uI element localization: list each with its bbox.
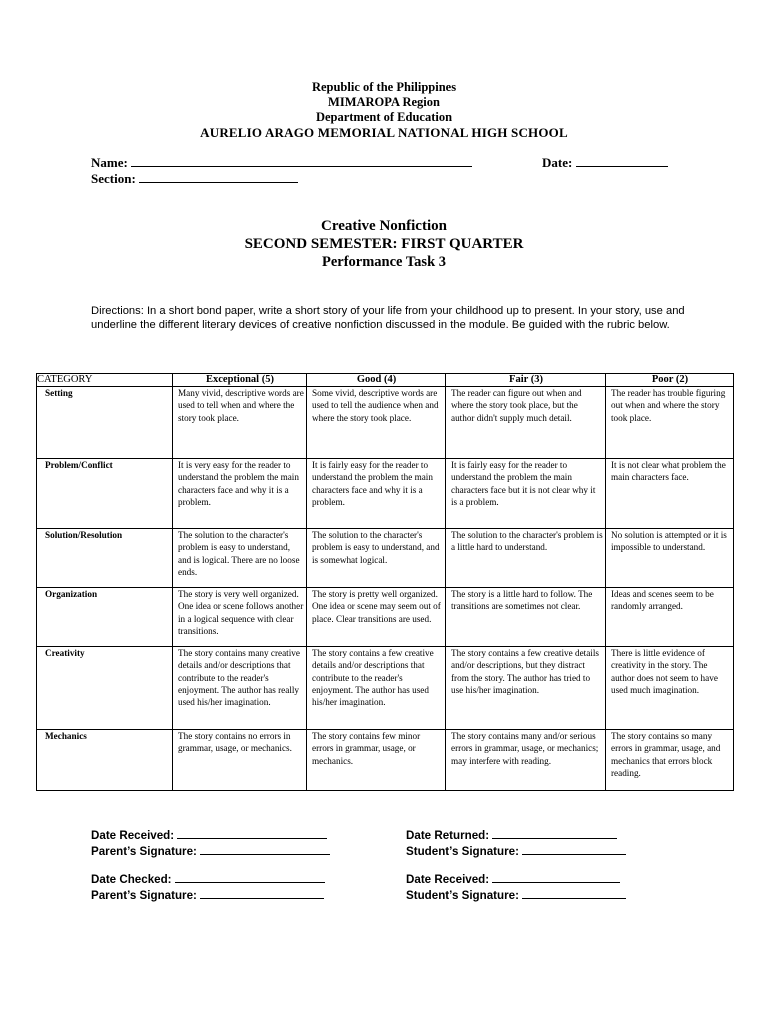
section-field <box>91 171 298 186</box>
header-department: Department of Education <box>315 110 453 124</box>
name-field <box>91 155 472 170</box>
rubric-cell: No solution is attempted or it is impossible to understand. <box>606 529 734 588</box>
row-category: Setting <box>37 387 173 459</box>
parent-signature-label-1: Parent’s Signature: <box>91 845 197 858</box>
header-country: Republic of the Philippines <box>311 80 457 94</box>
rubric-cell: The solution to the character's problem is a little hard to understand. <box>446 529 606 588</box>
rubric-header-row <box>37 374 734 387</box>
student-signature-field-2 <box>406 888 626 903</box>
row-category: Mechanics <box>37 730 173 791</box>
task-titles <box>0 217 768 271</box>
date-returned-field <box>406 828 617 843</box>
rubric-cell: The story is very well organized. One idea or scene follows another in a logical sequence with clear transitions. <box>173 588 307 647</box>
parent-signature-field-2 <box>91 888 324 903</box>
student-signature-label-1: Student’s Signature: <box>406 845 519 858</box>
row-category: Organization <box>37 588 173 647</box>
date-returned-label: Date Returned: <box>406 829 490 842</box>
date-received-field-2 <box>406 872 620 887</box>
table-row <box>37 730 734 791</box>
parent-signature-field-1 <box>91 844 330 859</box>
rubric-cell: The story is pretty well organized. One idea or scene may seem out of place. Clear transitions are used. <box>307 588 446 647</box>
name-blank[interactable] <box>131 155 472 167</box>
row-category: Solution/Resolution <box>37 529 173 588</box>
date-received-blank-2[interactable] <box>492 872 620 883</box>
rubric-cell: Many vivid, descriptive words are used to tell when and where the story took place. <box>173 387 307 459</box>
rubric-cell: The story contains a few creative details and/or descriptions, but they distract from the story. The author has tried to use his/her imagination. <box>446 647 606 730</box>
rubric-cell: The story contains few minor errors in grammar, usage, or mechanics. <box>307 730 446 791</box>
student-signature-field-1 <box>406 844 626 859</box>
header-fair: Fair (3) <box>446 374 606 387</box>
row-category: Problem/Conflict <box>37 459 173 529</box>
parent-signature-blank-2[interactable] <box>200 888 324 899</box>
rubric-cell: The solution to the character's problem is easy to understand, and is somewhat logical. <box>307 529 446 588</box>
header-category: CATEGORY <box>37 374 173 387</box>
rubric-cell: The story contains a few creative details and/or descriptions that contribute to the reader's enjoyment. The author has used his/her imagination. <box>307 647 446 730</box>
date-label: Date: <box>542 155 573 170</box>
header-poor: Poor (2) <box>606 374 734 387</box>
header-school: AURELIO ARAGO MEMORIAL NATIONAL HIGH SCHOOL <box>200 125 568 140</box>
subject-title: Creative Nonfiction <box>321 218 447 234</box>
rubric-cell: It is very easy for the reader to understand the problem the main characters face and why it is a problem. <box>173 459 307 529</box>
name-label: Name: <box>91 155 128 170</box>
date-returned-blank[interactable] <box>492 828 617 839</box>
rubric-cell: It is fairly easy for the reader to understand the problem the main characters face but it is not clear why it is a problem. <box>446 459 606 529</box>
student-signature-blank-2[interactable] <box>522 888 626 899</box>
date-field <box>542 155 668 170</box>
rubric-cell: It is fairly easy for the reader to understand the problem the main characters face and why it is a problem. <box>307 459 446 529</box>
date-checked-blank[interactable] <box>175 872 325 883</box>
rubric-cell: The story contains no errors in grammar, usage, or mechanics. <box>173 730 307 791</box>
rubric-cell: Some vivid, descriptive words are used to tell the audience when and where the story took place. <box>307 387 446 459</box>
section-blank[interactable] <box>139 171 298 183</box>
date-received-label-2: Date Received: <box>406 873 490 886</box>
date-checked-label: Date Checked: <box>91 873 172 886</box>
rubric-cell: The solution to the character's problem is easy to understand, and is logical. There are no loose ends. <box>173 529 307 588</box>
rubric-cell: The reader has trouble figuring out when and where the story took place. <box>606 387 734 459</box>
date-received-label-1: Date Received: <box>91 829 175 842</box>
date-received-field-1 <box>91 828 327 843</box>
rubric-cell: The story contains many creative details and/or descriptions that contribute to the reader's enjoyment. The author has really used his/her imagination. <box>173 647 307 730</box>
semester-title: SECOND SEMESTER: FIRST QUARTER <box>244 236 524 252</box>
row-category: Creativity <box>37 647 173 730</box>
header-good: Good (4) <box>307 374 446 387</box>
task-title: Performance Task 3 <box>321 254 447 270</box>
student-signature-label-2: Student’s Signature: <box>406 889 519 902</box>
directions-text: Directions: In a short bond paper, write a short story of your life from your childhood up to present. In your story, use and underline the different literary devices of creative nonfiction discussed in the module. Be guided with the rubric below. <box>91 305 685 331</box>
rubric-cell: There is little evidence of creativity in the story. The author does not seem to have used much imagination. <box>606 647 734 730</box>
date-received-blank-1[interactable] <box>177 828 327 839</box>
header-exceptional: Exceptional (5) <box>173 374 307 387</box>
parent-signature-label-2: Parent’s Signature: <box>91 889 197 902</box>
rubric-table <box>36 373 734 791</box>
rubric-cell: Ideas and scenes seem to be randomly arranged. <box>606 588 734 647</box>
table-row <box>37 647 734 730</box>
rubric-cell: It is not clear what problem the main characters face. <box>606 459 734 529</box>
table-row <box>37 459 734 529</box>
rubric-cell: The story contains so many errors in grammar, usage, and mechanics that errors block reading. <box>606 730 734 791</box>
rubric-cell: The story contains many and/or serious errors in grammar, usage, or mechanics; may interfere with reading. <box>446 730 606 791</box>
parent-signature-blank-1[interactable] <box>200 844 330 855</box>
section-label: Section: <box>91 171 136 186</box>
rubric-cell: The reader can figure out when and where the story took place, but the author didn't supply much detail. <box>446 387 606 459</box>
date-blank[interactable] <box>576 155 668 167</box>
table-row <box>37 529 734 588</box>
student-signature-blank-1[interactable] <box>522 844 626 855</box>
date-checked-field <box>91 872 325 887</box>
table-row <box>37 387 734 459</box>
table-row <box>37 588 734 647</box>
header-region: MIMAROPA Region <box>328 95 440 109</box>
rubric-cell: The story is a little hard to follow. The transitions are sometimes not clear. <box>446 588 606 647</box>
document-header <box>0 80 768 140</box>
